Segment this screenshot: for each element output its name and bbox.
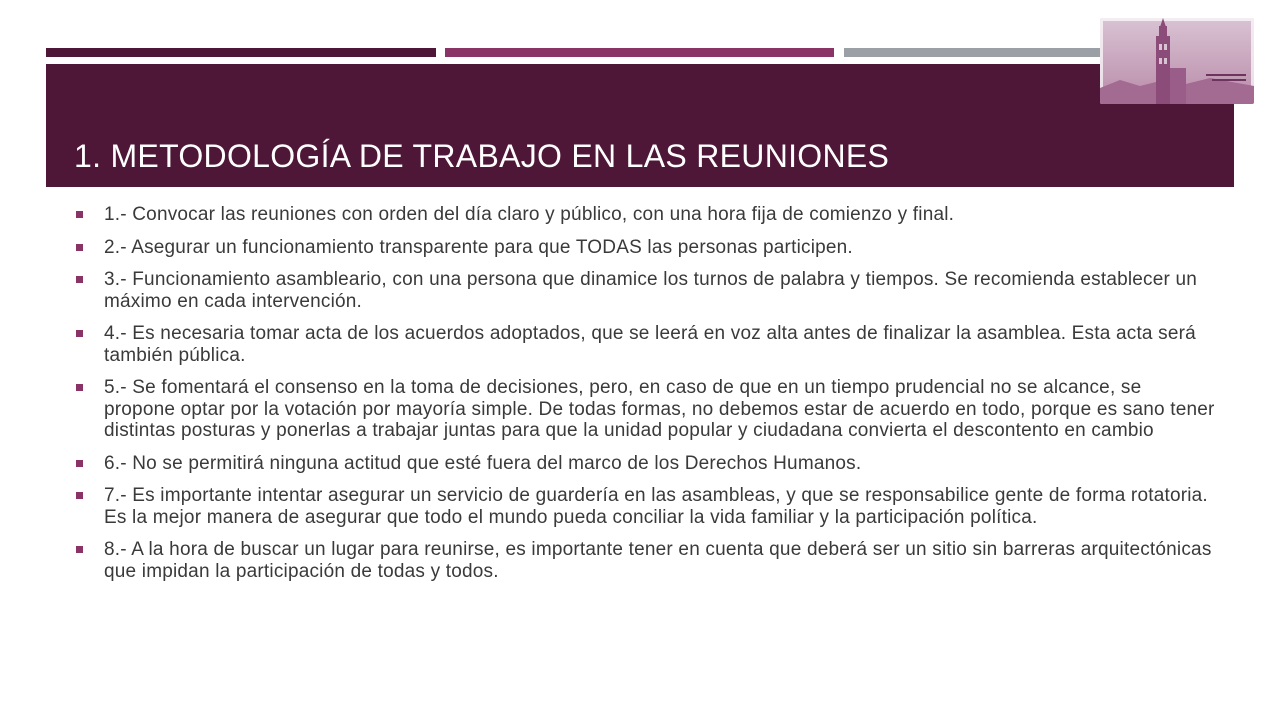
title-band — [46, 64, 1234, 187]
list-item — [76, 237, 1216, 259]
list-item-text: 8.- A la hora de buscar un lugar para reunirse, es importante tener en cuenta que deberá ser un sitio sin barreras arquitectónicas que impidan la participación de todas y todos. — [104, 539, 1212, 582]
accent-bar-dark — [46, 48, 436, 57]
square-bullet-icon — [76, 330, 83, 337]
list-item-text: 1.- Convocar las reuniones con orden del día claro y público, con una hora fija de comienzo y final. — [104, 204, 955, 225]
list-item — [76, 269, 1216, 312]
accent-bar-gray — [844, 48, 1134, 57]
square-bullet-icon — [76, 244, 83, 251]
list-item-text: 5.- Se fomentará el consenso en la toma de decisiones, pero, en caso de que en un tiempo prudencial no se alcance, se propone optar por la votación por mayoría simple. De todas formas, no debemos estar de acuerdo en todo, porque es sano tener distintas posturas y ponerlas a trabajar juntas para que la unidad popular y ciudadana convierta el descontento en cambio — [104, 377, 1215, 441]
square-bullet-icon — [76, 460, 83, 467]
list-item-text: 2.- Asegurar un funcionamiento transparente para que TODAS las personas participen. — [104, 236, 853, 258]
list-item-text: 7.- Es importante intentar asegurar un servicio de guardería en las asambleas, y que se responsabilice gente de forma rotatoria. Es la mejor manera de asegurar que todo el mundo pueda conciliar la vida familiar y la participación política. — [104, 485, 1208, 528]
accent-bar-magenta — [445, 48, 834, 57]
list-item — [76, 453, 1216, 475]
bullet-list — [76, 204, 1216, 593]
slide-title: 1. METODOLOGÍA DE TRABAJO EN LAS REUNIONES — [74, 138, 890, 174]
list-item-text: 3.- Funcionamiento asambleario, con una persona que dinamice los turnos de palabra y tiempos. Se recomienda establecer un máximo en cada intervención. — [104, 269, 1198, 312]
square-bullet-icon — [76, 546, 83, 553]
list-item — [76, 377, 1216, 442]
logo-image — [1100, 18, 1254, 104]
list-item-text: 6.- No se permitirá ninguna actitud que esté fuera del marco de los Derechos Humanos. — [104, 452, 862, 474]
square-bullet-icon — [76, 492, 83, 499]
list-item — [76, 485, 1216, 528]
list-item — [76, 323, 1216, 366]
church-tower-logo-icon — [1100, 18, 1254, 104]
square-bullet-icon — [76, 384, 83, 391]
list-item — [76, 204, 1216, 226]
square-bullet-icon — [76, 276, 83, 283]
list-item — [76, 539, 1216, 582]
list-item-text: 4.- Es necesaria tomar acta de los acuerdos adoptados, que se leerá en voz alta antes de finalizar la asamblea. Esta acta será también pública. — [104, 323, 1196, 366]
square-bullet-icon — [76, 211, 83, 218]
